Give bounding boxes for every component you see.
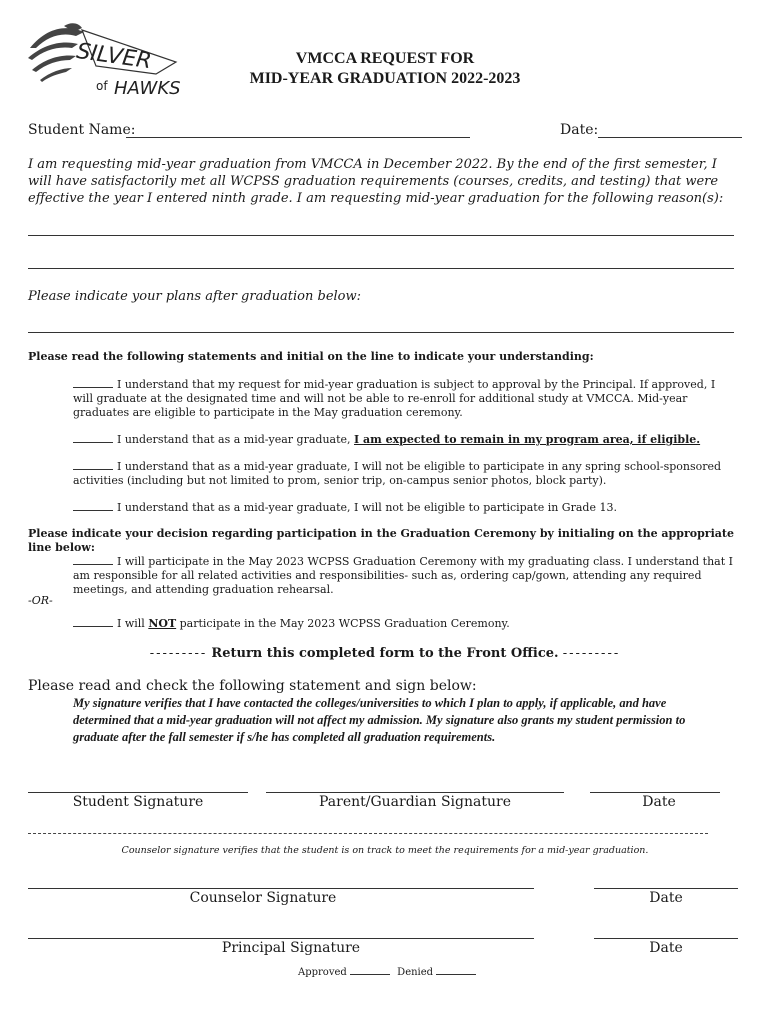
student-name-label: Student Name: — [28, 122, 136, 138]
date-label-counselor: Date — [649, 890, 683, 906]
student-signature-line[interactable] — [28, 792, 248, 793]
date-label-row1: Date — [642, 794, 676, 810]
form-title-line1: VMCCA REQUEST FOR — [295, 50, 475, 67]
logo-text-of: of — [96, 79, 108, 93]
ceremony-no-post: participate in the May 2023 WCPSS Graduation Ceremony. — [176, 617, 510, 630]
sign-statement: My signature verifies that I have contacted the colleges/universities to which I plan to apply, if applicable, and have determined that a mid-year graduation will not affect my admission. My signature also grants my student permission to graduate after the fall semester if s/he has completed all graduation requirements. — [73, 696, 686, 744]
student-signature-label: Student Signature — [72, 794, 204, 810]
statement-4-text: I understand that as a mid-year graduate, I will not be eligible to participate in Grade 13. — [117, 501, 617, 514]
form-title-line2: MID-YEAR GRADUATION 2022-2023 — [249, 70, 521, 87]
statement-2-text: I understand that as a mid-year graduate, — [117, 433, 355, 446]
initial-line-2[interactable] — [73, 432, 113, 443]
ceremony-heading: Please indicate your decision regarding participation in the Graduation Ceremony by initialing on the appropriate line below: — [28, 527, 734, 554]
return-note-text: Return this completed form to the Front Office. — [211, 646, 559, 661]
initial-line-no[interactable] — [73, 616, 113, 627]
parent-signature-line[interactable] — [266, 792, 564, 793]
or-separator: -OR- — [28, 594, 53, 607]
ceremony-no-emph: NOT — [148, 617, 177, 630]
dashed-divider — [28, 833, 708, 834]
reason-line-1[interactable] — [28, 235, 734, 236]
return-note — [0, 646, 770, 661]
approved-label: Approved — [298, 967, 347, 978]
return-note-dashes-left: --------- — [149, 646, 208, 661]
ceremony-no-pre: I will — [117, 617, 149, 630]
counselor-signature-line[interactable] — [28, 888, 534, 889]
ceremony-no — [73, 616, 743, 631]
statements-heading: Please read the following statements and initial on the line to indicate your understanding: — [28, 350, 594, 363]
statement-1 — [73, 377, 738, 420]
parent-signature-label: Parent/Guardian Signature — [319, 794, 511, 810]
initial-line-1[interactable] — [73, 377, 113, 388]
principal-signature-label: Principal Signature — [221, 940, 361, 956]
statement-2 — [73, 432, 738, 447]
principal-signature-line[interactable] — [28, 938, 534, 939]
date-field[interactable] — [598, 137, 742, 138]
counselor-note: Counselor signature verifies that the student is on track to meet the requirements for a mid-year graduation. — [121, 845, 649, 856]
ceremony-yes — [73, 554, 743, 597]
approved-line[interactable] — [350, 964, 390, 975]
logo-text-hawks: HAWKS — [114, 78, 181, 99]
student-name-field[interactable] — [126, 137, 470, 138]
initial-line-yes[interactable] — [73, 554, 113, 565]
approval-row — [298, 964, 480, 978]
statement-3-text: I understand that as a mid-year graduate, I will not be eligible to participate in any spring school-sponsored activities (including but not limited to prom, senior trip, on-campus senior photos, block party). — [73, 460, 722, 487]
denied-label: Denied — [397, 967, 434, 978]
return-note-dashes-right: --------- — [562, 646, 621, 661]
logo-text-silver: SILVER — [74, 38, 154, 75]
date-label-principal: Date — [649, 940, 683, 956]
date-label: Date: — [560, 122, 599, 138]
ceremony-yes-text: I will participate in the May 2023 WCPSS Graduation Ceremony with my graduating class. I understand that I am responsible for all related activities and responsibilities- such as, ordering cap/gown, attending any required meetings, and attending graduation rehearsal. — [73, 555, 734, 596]
statement-2-emphasis: I am expected to remain in my program area, if eligible. — [354, 433, 701, 446]
initial-line-4[interactable] — [73, 500, 113, 511]
intro-paragraph: I am requesting mid-year graduation from VMCCA in December 2022. By the end of the first semester, I will have satisfactorily met all WCPSS graduation requirements (courses, credits, and testing) that were effective the year I entered ninth grade. I am requesting mid-year graduation for the following reason(s): — [28, 157, 724, 206]
plans-label: Please indicate your plans after graduation below: — [28, 289, 362, 304]
counselor-date-line[interactable] — [594, 888, 738, 889]
statement-3 — [73, 459, 738, 488]
statement-1-text: I understand that my request for mid-year graduation is subject to approval by the Principal. If approved, I will graduate at the designated time and will not be able to re-enroll for additional study at VMCCA. Mid-year graduates are eligible to participate in the May graduation ceremony. — [73, 378, 716, 419]
initial-line-3[interactable] — [73, 459, 113, 470]
parent-date-line[interactable] — [590, 792, 720, 793]
sign-heading: Please read and check the following statement and sign below: — [28, 678, 477, 694]
reason-line-2[interactable] — [28, 268, 734, 269]
plans-line[interactable] — [28, 332, 734, 333]
statement-4 — [73, 500, 738, 515]
counselor-signature-label: Counselor Signature — [189, 890, 337, 906]
principal-date-line[interactable] — [594, 938, 738, 939]
denied-line[interactable] — [436, 964, 476, 975]
